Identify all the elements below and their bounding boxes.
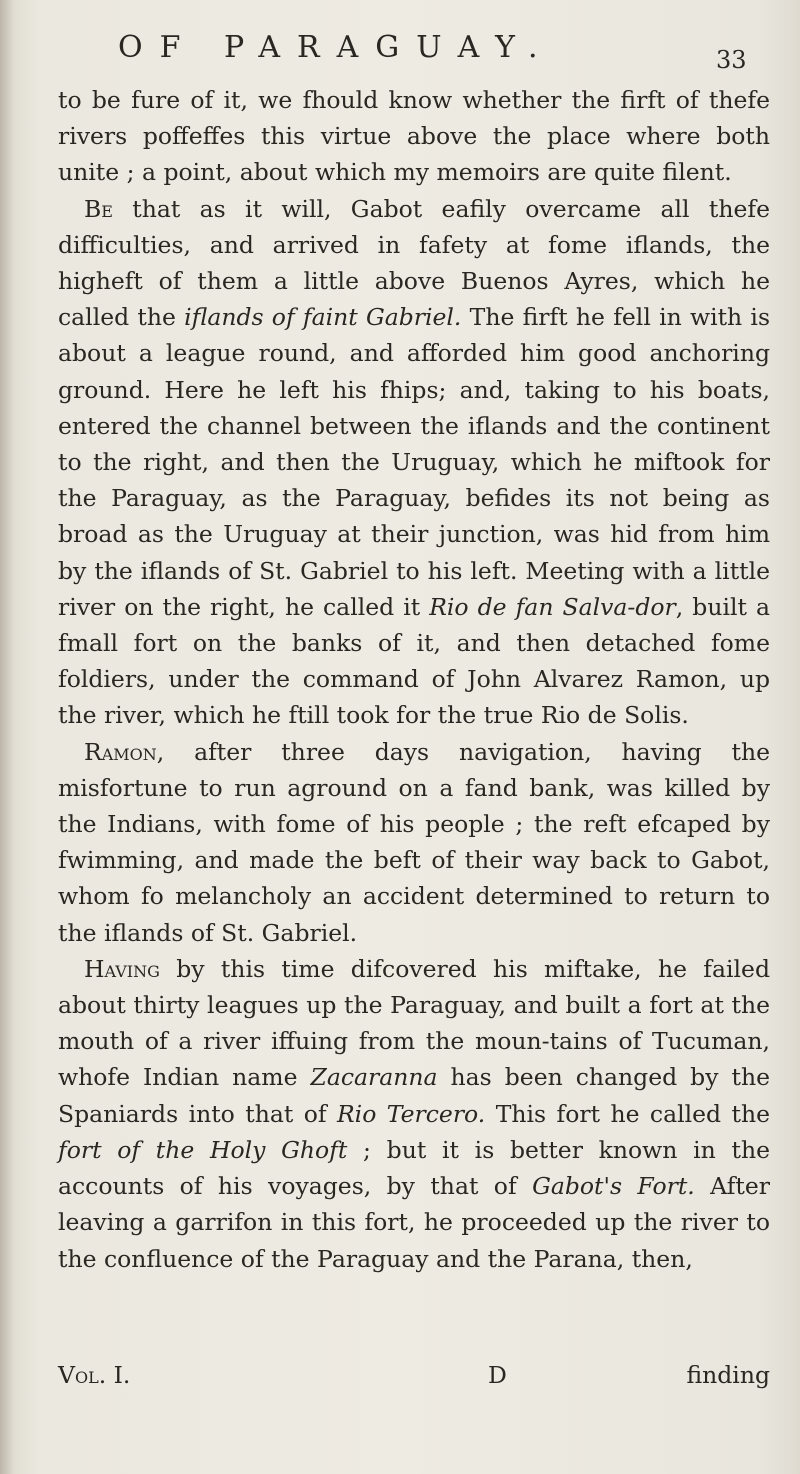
- paragraph-3: [58, 734, 770, 951]
- text-segment: to be fure of it, we fhould know whether the firft of thefe rivers poffeffes this virtue above the place where both unite ; a point, about which my memoirs are quite filent.: [58, 86, 770, 187]
- running-head: [0, 18, 800, 74]
- paragraph-1: [58, 82, 770, 191]
- text-segment: that as it will, Gabot eafily overcame all thefe difficulties, and arrived in fafety at fome iflands, the higheft of them a little above Buenos Ayres, which he called the: [58, 194, 770, 332]
- text-segment: , after three days navigation, having the misfortune to run aground on a fand bank, was killed by the Indians, with fome of his people ; the reft efcaped by fwimming, and made the beft of their way back to Gabot, whom fo melancholy an accident determined to return to the iflands of St. Gabriel.: [58, 737, 770, 947]
- text-segment: The firft he fell in with is about a league round, and afforded him good anchoring ground. Here he left his fhips; and, taking to his boats, entered the channel between the iflands and the continent to the right, and then the Uruguay, which he miftook for the Paraguay, as the Paraguay, befides its not being as broad as the Uruguay at their junction, was hid from him by the iflands of St. Gabriel to his left. Meeting with a little river on the right, he called it: [58, 303, 770, 621]
- catchword: finding: [686, 1361, 770, 1389]
- text-segment: Rio de fan Salva-dor: [429, 592, 676, 621]
- text-segment: Ramon: [84, 737, 157, 766]
- text-segment: Be: [84, 194, 113, 223]
- signature-mark: D: [488, 1361, 507, 1389]
- running-title: OF PARAGUAY.: [118, 30, 555, 65]
- binding-shadow: [0, 0, 14, 1474]
- body-text: [58, 82, 770, 1277]
- text-segment: After leaving a garrifon in this fort, he proceeded up the river to the confluence of the Paraguay and the Parana, then,: [58, 1172, 770, 1273]
- text-segment: Having: [84, 954, 160, 983]
- text-segment: iflands of faint Gabriel.: [184, 303, 462, 332]
- text-segment: ; but it is better known in the accounts of his voyages, by that of: [58, 1135, 770, 1201]
- page-number: 33: [716, 46, 747, 74]
- volume-label: Vol. I.: [58, 1361, 131, 1389]
- text-segment: fort of the Holy Ghoft: [58, 1135, 348, 1164]
- footer-line: [58, 1357, 770, 1393]
- text-segment: , built a fmall fort on the banks of it, and then detached fome foldiers, under the command of John Alvarez Ramon, up the river, which he ftill took for the true Rio de Solis.: [58, 592, 770, 730]
- text-segment: Rio Tercero.: [336, 1099, 486, 1128]
- text-segment: has been changed by the Spaniards into that of: [58, 1063, 770, 1128]
- paragraph-4: [58, 951, 770, 1277]
- text-segment: Gabot's Fort.: [532, 1172, 695, 1201]
- paragraph-2: [58, 191, 770, 734]
- text-segment: Zacaranna: [310, 1063, 438, 1092]
- text-segment: This fort he called the: [485, 1099, 771, 1128]
- text-segment: by this time difcovered his miftake, he failed about thirty leagues up the Paraguay, and built a fort at the mouth of a river iffuing from the moun-tains of Tucuman, whofe Indian name: [58, 954, 770, 1092]
